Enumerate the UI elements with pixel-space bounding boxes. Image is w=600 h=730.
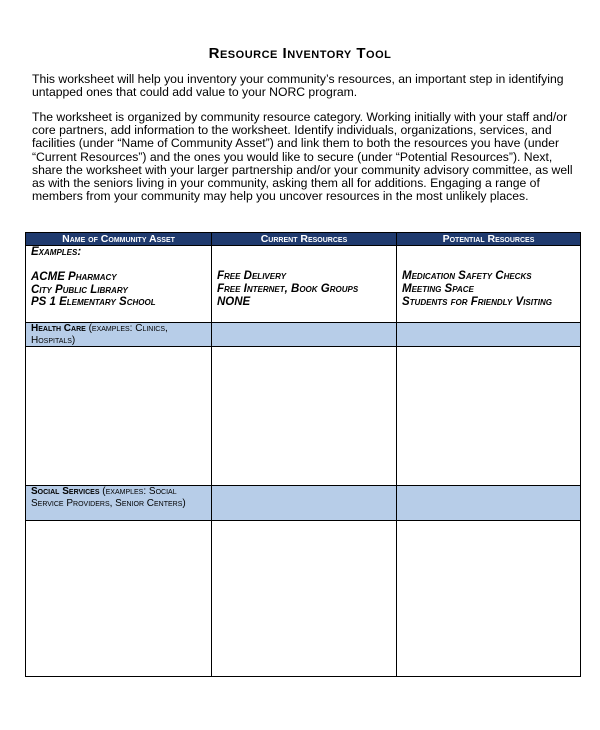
category-name: Health Care bbox=[31, 323, 86, 334]
table-header-row bbox=[26, 233, 581, 246]
category-health-care-potential[interactable] bbox=[397, 323, 581, 347]
example-asset: City Public Library bbox=[31, 283, 128, 296]
instructions-paragraph: The worksheet is organized by community resource category. Working initially with your staff and/or core partners, add information to the worksheet. Identify individuals, organizations, services, and facilities (under “Name of Community Asset”) and link them to both the resources you have (under “Current Resources”) and the ones you would like to secure (under “Potential Resources”). Next, share the worksheet with your larger partnership and/or your community advisory committee, as well as with the seniors living in your community, asking them all for additions. Engaging a range of members from your community may help you uncover resources in the most unlikely places. bbox=[32, 110, 573, 204]
category-examples: (examples: Clinics, Hospitals) bbox=[31, 323, 168, 346]
header-community-asset: Name of Community Asset bbox=[26, 233, 212, 246]
example-potential: Students for Friendly Visiting bbox=[402, 295, 553, 308]
header-potential-resources: Potential Resources bbox=[397, 233, 581, 246]
document-title: Resource Inventory Tool bbox=[208, 45, 392, 62]
category-social-services-current[interactable] bbox=[212, 486, 397, 521]
category-health-care-current[interactable] bbox=[212, 323, 397, 347]
category-row-health-care bbox=[26, 323, 581, 347]
category-examples: (examples: Social Service Providers, Senior Centers) bbox=[31, 486, 186, 509]
social-services-current-entry[interactable] bbox=[212, 521, 397, 677]
examples-row bbox=[26, 246, 581, 323]
example-potential: Medication Safety Checks bbox=[402, 270, 532, 282]
resource-inventory-table bbox=[25, 232, 581, 677]
examples-potential-cell[interactable] bbox=[397, 246, 581, 323]
category-health-care-cell[interactable] bbox=[26, 323, 212, 347]
health-care-potential-entry[interactable] bbox=[397, 347, 581, 486]
example-potential: Meeting Space bbox=[402, 282, 474, 295]
health-care-current-entry[interactable] bbox=[212, 347, 397, 486]
example-current: Free Internet, Book Groups bbox=[217, 282, 359, 295]
social-services-potential-entry[interactable] bbox=[397, 521, 581, 677]
examples-current-cell[interactable] bbox=[212, 246, 397, 323]
examples-label: Examples: bbox=[31, 246, 82, 258]
social-services-entry-row bbox=[26, 521, 581, 677]
category-name: Social Services bbox=[31, 486, 100, 497]
header-current-resources: Current Resources bbox=[212, 233, 397, 246]
social-services-asset-entry[interactable] bbox=[26, 521, 212, 677]
health-care-entry-row bbox=[26, 347, 581, 486]
category-social-services-cell[interactable] bbox=[26, 486, 212, 521]
health-care-asset-entry[interactable] bbox=[26, 347, 212, 486]
category-row-social-services bbox=[26, 486, 581, 521]
example-asset: ACME Pharmacy bbox=[31, 270, 117, 283]
examples-assets-cell[interactable] bbox=[26, 246, 212, 323]
example-asset: PS 1 Elementary School bbox=[31, 296, 156, 309]
example-current: NONE bbox=[217, 295, 251, 308]
intro-paragraph: This worksheet will help you inventory your community’s resources, an important step in identifying untapped ones that could add value to your NORC program. bbox=[32, 72, 564, 100]
category-social-services-potential[interactable] bbox=[397, 486, 581, 521]
example-current: Free Delivery bbox=[217, 270, 287, 282]
